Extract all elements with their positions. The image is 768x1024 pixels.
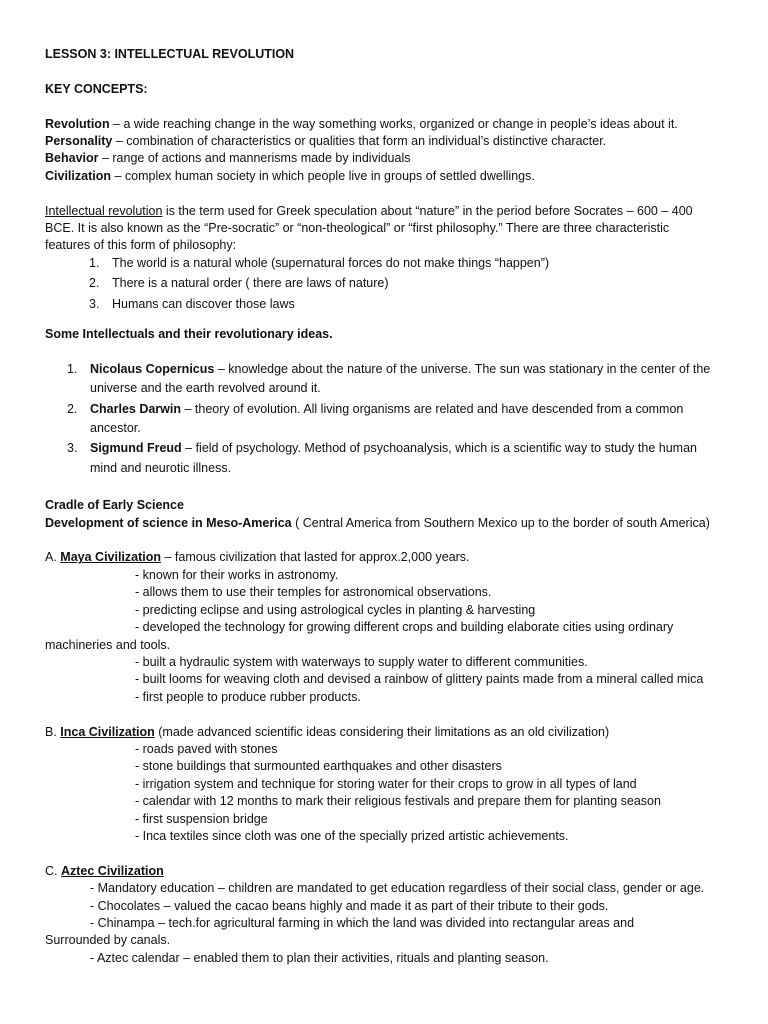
maya-point: - predicting eclipse and using astrological cycles in planting & harvesting	[135, 602, 536, 617]
paragraph-text: BCE. It is also known as the “Pre-socratic” or “non-theological” or “first philosophy.” There are three characteristic	[45, 221, 670, 236]
maya-point-cont: machineries and tools.	[45, 637, 171, 652]
feature-text: The world is a natural whole (supernatural forces do not make things “happen”)	[112, 255, 550, 270]
maya-point: - developed the technology for growing different crops and building elaborate cities using ordinary	[135, 620, 674, 635]
intellectual-idea: – knowledge about the nature of the universe. The sun was stationary in the center of the	[214, 361, 711, 376]
paragraph-text: is the term used for Greek speculation about “nature” in the period before Socrates – 600 – 400	[162, 203, 693, 218]
paragraph-text: features of this form of philosophy:	[45, 238, 237, 253]
concept-definition: – combination of characteristics or qualities that form an individual’s distinctive character.	[112, 134, 607, 148]
concept-term: Personality	[45, 134, 113, 148]
concept-definition: – complex human society in which people live in groups of settled dwellings.	[110, 168, 535, 183]
inca-point: - stone buildings that surmounted earthquakes and other disasters	[135, 759, 502, 774]
intellectual-item	[45, 401, 735, 438]
maya-heading: Maya Civilization	[60, 550, 162, 565]
aztec-point: - Chinampa – tech.for agricultural farming in which the land was divided into rectangular areas and	[90, 915, 635, 930]
intellectuals-heading: Some Intellectuals and their revolutionary ideas.	[45, 327, 333, 342]
intellectual-idea: – theory of evolution. All living organisms are related and have descended from a common	[181, 401, 684, 416]
inca-description: (made advanced scientific ideas considering their limitations as an old civilization)	[154, 724, 610, 739]
inca-point: - irrigation system and technique for storing water for their crops to grow in all types of land	[135, 776, 637, 791]
meso-america-text: ( Central America from Southern Mexico up to the border of south America)	[291, 515, 710, 530]
aztec-section	[45, 863, 735, 967]
feature-number: 1.	[89, 255, 100, 270]
inca-heading: Inca Civilization	[60, 724, 155, 739]
intellectual-idea-cont: mind and neurotic illness.	[90, 460, 232, 475]
maya-point: - allows them to use their temples for astronomical observations.	[135, 585, 492, 600]
intellectual-revolution-paragraph	[45, 203, 735, 313]
intellectual-revolution-term: Intellectual revolution	[45, 203, 163, 218]
concept-term: Behavior	[45, 151, 99, 166]
concept-term: Revolution	[45, 116, 110, 131]
cradle-heading: Cradle of Early Science	[45, 498, 184, 513]
key-concepts-heading: KEY CONCEPTS:	[45, 81, 148, 96]
intellectuals-list	[45, 361, 735, 477]
feature-number: 2.	[89, 276, 100, 291]
inca-point: - calendar with 12 months to mark their religious festivals and prepare them for planting season	[135, 794, 661, 809]
item-number: 3.	[67, 441, 78, 456]
inca-point: - first suspension bridge	[135, 811, 268, 826]
concept-item	[45, 150, 735, 167]
concept-term: Civilization	[45, 168, 111, 183]
concept-item	[45, 168, 735, 185]
aztec-point-cont: Surrounded by canals.	[45, 933, 171, 948]
section-prefix: C.	[45, 863, 61, 878]
concept-list	[45, 116, 735, 186]
intellectual-idea: – field of psychology. Method of psychoanalysis, which is a scientific way to study the human	[181, 441, 697, 456]
feature-item	[45, 296, 735, 313]
section-prefix: B.	[45, 724, 61, 739]
intellectual-idea-cont: ancestor.	[90, 421, 141, 436]
meso-america-heading: Development of science in Meso-America	[45, 515, 292, 530]
intellectual-name: Sigmund Freud	[90, 441, 182, 456]
feature-text: There is a natural order ( there are laws of nature)	[112, 276, 389, 291]
maya-point: - built looms for weaving cloth and devised a rainbow of glittery paints made from a mineral called mica	[135, 672, 704, 687]
intellectual-name: Charles Darwin	[90, 401, 182, 416]
feature-number: 3.	[89, 296, 100, 311]
maya-section	[45, 549, 735, 706]
aztec-heading: Aztec Civilization	[60, 863, 164, 878]
intellectual-item	[45, 361, 735, 398]
maya-description: – famous civilization that lasted for approx.2,000 years.	[161, 550, 470, 565]
intellectual-item	[45, 440, 735, 477]
inca-point: - roads paved with stones	[135, 741, 278, 756]
inca-point: - Inca textiles since cloth was one of the specially prized artistic achievements.	[135, 828, 569, 843]
concept-definition: – range of actions and mannerisms made by individuals	[98, 151, 411, 166]
document-page	[45, 46, 735, 967]
intellectual-idea-cont: universe and the earth revolved around it.	[90, 381, 321, 396]
aztec-point: - Aztec calendar – enabled them to plan their activities, rituals and planting season.	[90, 950, 549, 965]
feature-item	[45, 255, 735, 272]
maya-point: - first people to produce rubber products.	[135, 689, 361, 704]
maya-point: - known for their works in astronomy.	[135, 567, 339, 582]
item-number: 1.	[67, 361, 78, 376]
concept-definition: – a wide reaching change in the way something works, organized or change in people’s ideas about it.	[109, 116, 678, 131]
item-number: 2.	[67, 401, 78, 416]
section-prefix: A.	[45, 550, 61, 565]
feature-text: Humans can discover those laws	[112, 296, 295, 311]
aztec-point: - Chocolates – valued the cacao beans highly and made it as part of their tribute to their gods.	[90, 898, 609, 913]
concept-item	[45, 133, 735, 150]
aztec-point: - Mandatory education – children are mandated to get education regardless of their social class, gender or age.	[90, 881, 705, 896]
concept-item	[45, 116, 735, 133]
maya-point: - built a hydraulic system with waterways to supply water to different communities.	[135, 654, 588, 669]
inca-section	[45, 724, 735, 846]
intellectual-name: Nicolaus Copernicus	[90, 361, 215, 376]
feature-item	[45, 275, 735, 292]
lesson-title: LESSON 3: INTELLECTUAL REVOLUTION	[45, 47, 295, 61]
